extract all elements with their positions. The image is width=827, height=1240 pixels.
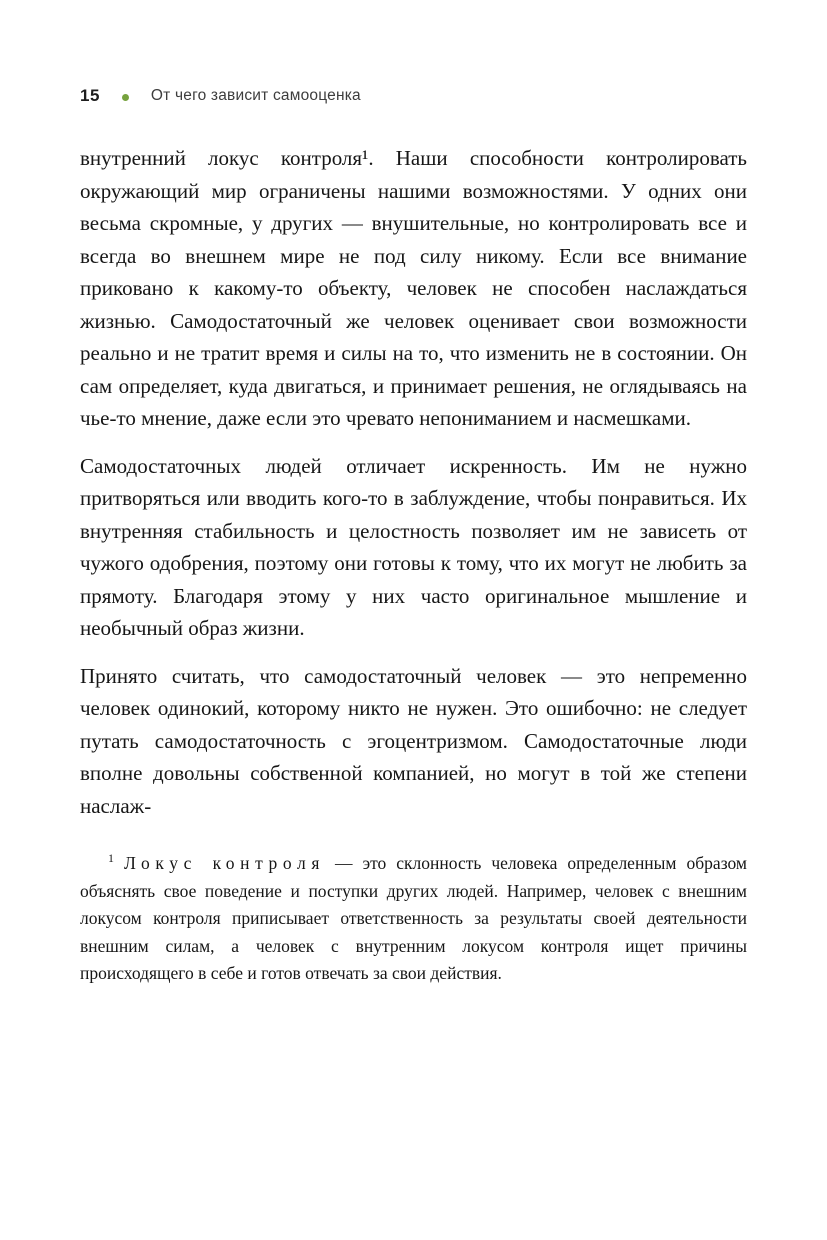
footnote-block: [80, 850, 747, 988]
paragraph-3: Принято считать, что самодостаточный человек — это непременно человек одинокий, которому никто не нужен. Это ошибочно: не следует путать самодостаточность с эгоцентризмом. Самодостаточные люди вполне довольны собственной компанией, но могут в той же степени наслаж-: [80, 663, 747, 818]
running-title: От чего зависит самооценка: [150, 87, 361, 104]
page-number: 15: [80, 86, 100, 105]
footnote: [80, 850, 747, 988]
body-text: [80, 142, 747, 822]
footnote-term: Локус контроля: [123, 853, 326, 873]
paragraph-1: внутренний локус контроля¹. Наши способности контролировать окружающий мир ограничены нашими возможностями. У одних они весьма скромные, у других — внушительные, но контролировать все и всегда во внешнем мире не под силу никому. Если все внимание приковано к какому-то объекту, человек не способен наслаждаться жизнью. Самодостаточный же человек оценивает свои возможности реально и не тратит время и силы на то, что изменить не в состоянии. Он сам определяет, куда двигаться, и принимает решения, не оглядываясь на чье-то мнение, даже если это чревато непониманием и насмешками.: [80, 146, 747, 430]
footnote-text: — это склонность человека определенным образом объяснять свое поведение и поступки других людей. Например, человек с внешним локусом контроля приписывает ответственность за результаты своей деятельности внешним силам, а человек с внутренним локусом контроля ищет причины происходящего в себе и готов отвечать за свои действия.: [80, 853, 748, 983]
header-dot-icon: [122, 94, 129, 101]
footnote-marker: 1: [108, 851, 114, 866]
paragraph-2: Самодостаточных людей отличает искренность. Им не нужно притворяться или вводить кого-то в заблуждение, чтобы понравиться. Их внутренняя стабильность и целостность позволяет им не зависеть от чужого одобрения, поэтому они готовы к тому, что их могут не любить за прямоту. Благодаря этому у них часто оригинальное мышление и необычный образ жизни.: [80, 453, 747, 640]
running-head: [80, 86, 747, 106]
